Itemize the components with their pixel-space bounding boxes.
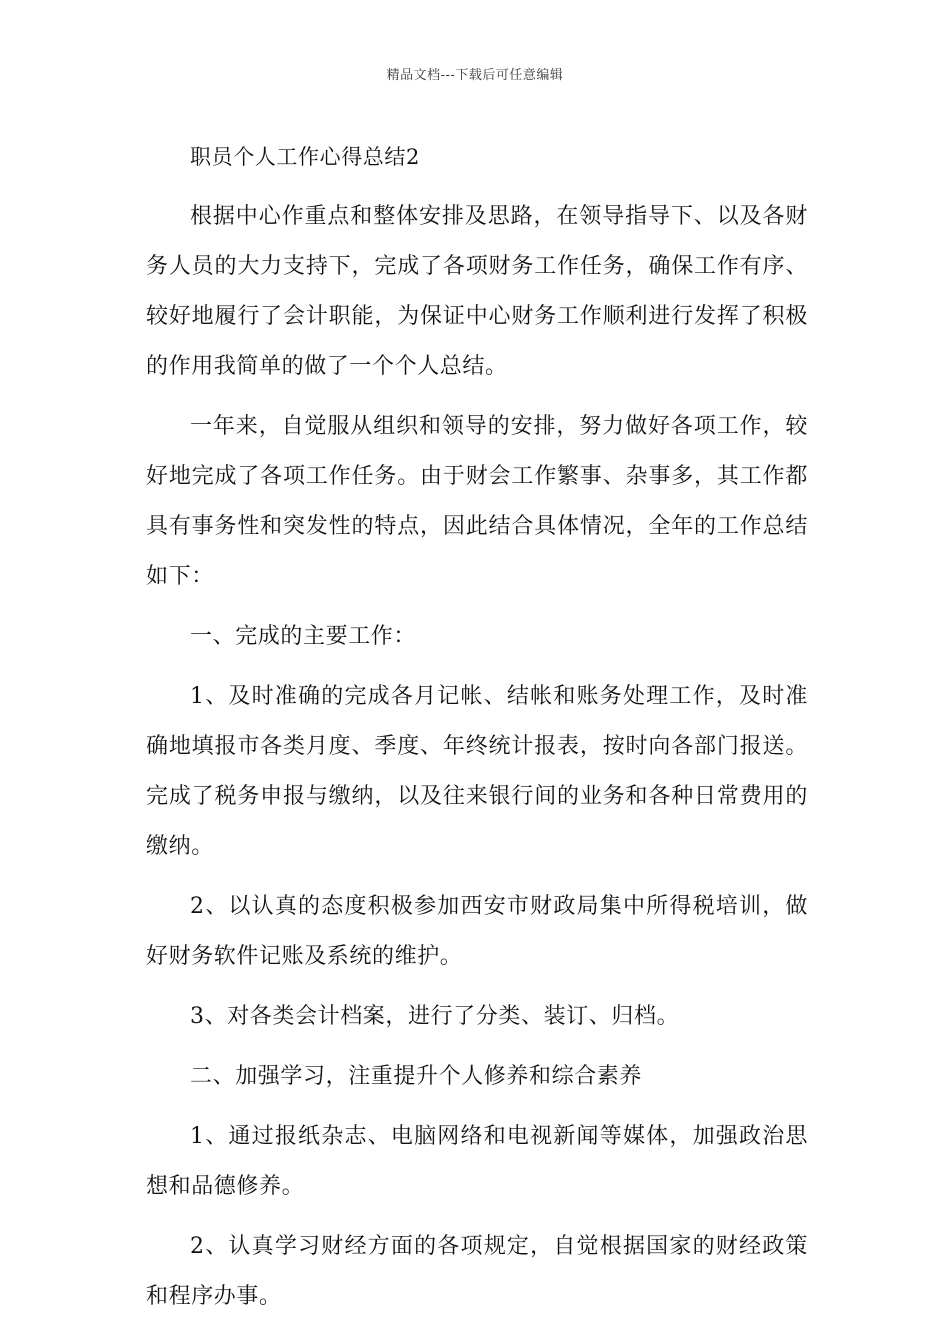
document-body: [146, 132, 808, 1332]
page-header: 精品文档---下载后可任意编辑: [386, 68, 564, 83]
list-item-2: 2、以认真的态度积极参加西安市财政局集中所得税培训，做好财务软件记账及系统的维护。: [146, 894, 808, 969]
list-item-3: 3、对各类会计档案，进行了分类、装订、归档。: [190, 1004, 680, 1029]
document-title: 职员个人工作心得总结2: [190, 145, 420, 169]
section-heading-main-work: 一、完成的主要工作：: [190, 624, 417, 649]
section-heading-study: 二、加强学习，注重提升个人修养和综合素养: [190, 1064, 643, 1089]
list-item-study-1: 1、通过报纸杂志、电脑网络和电视新闻等媒体，加强政治思想和品德修养。: [146, 1124, 808, 1199]
paragraph-year-summary: 一年来，自觉服从组织和领导的安排，努力做好各项工作，较好地完成了各项工作任务。由于财会工作繁事、杂事多，其工作都具有事务性和突发性的特点，因此结合具体情况，全年的工作总结如下：: [146, 414, 808, 589]
list-item-1: 1、及时准确的完成各月记帐、结帐和账务处理工作，及时准确地填报市各类月度、季度、年终统计报表，按时向各部门报送。完成了税务申报与缴纳，以及往来银行间的业务和各种日常费用的缴纳。: [146, 684, 808, 859]
paragraph-intro: 根据中心作重点和整体安排及思路，在领导指导下、以及各财务人员的大力支持下，完成了各项财务工作任务，确保工作有序、较好地履行了会计职能，为保证中心财务工作顺利进行发挥了积极的作用我简单的做了一个个人总结。: [146, 204, 808, 379]
list-item-study-2: 2、认真学习财经方面的各项规定，自觉根据国家的财经政策和程序办事。: [146, 1234, 808, 1309]
